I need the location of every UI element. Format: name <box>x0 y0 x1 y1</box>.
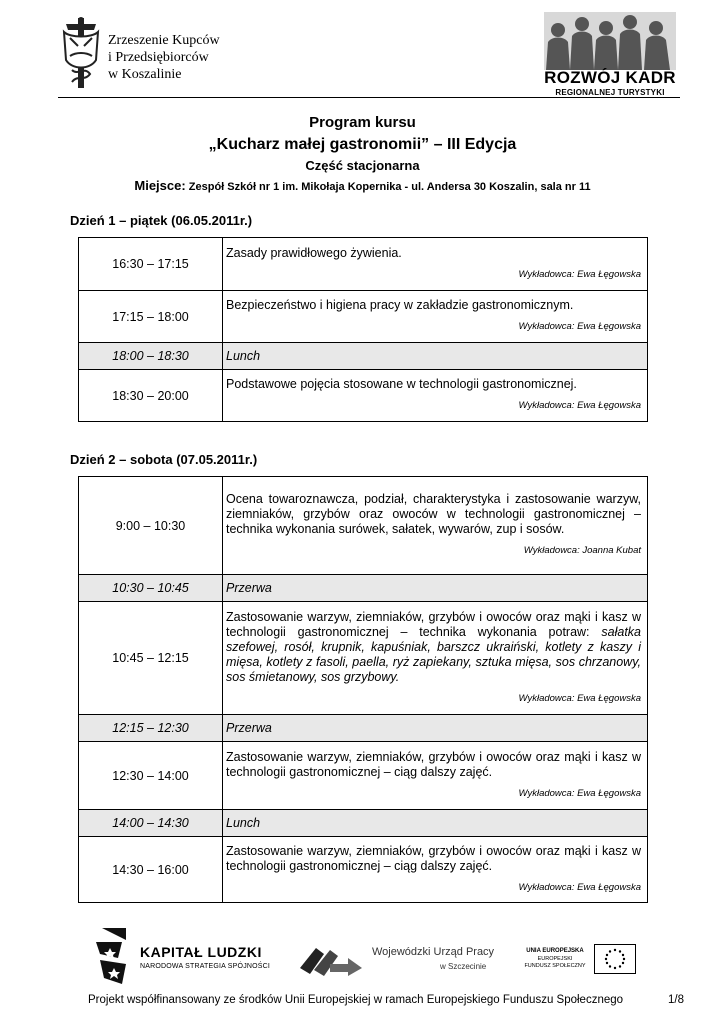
topic-text: Zastosowanie warzyw, ziemniaków, grzybów i owoców oraz mąki i kasz w technologii gastronomicznej – ciąg dalszy zajęć. <box>226 843 641 873</box>
topic-cell <box>223 238 648 291</box>
table-row <box>79 742 648 810</box>
topic-text: Zastosowanie warzyw, ziemniaków, grzybów i owoców oraz mąki i kasz w technologii gastronomicznej – ciąg dalszy zajęć. <box>226 749 641 779</box>
time-cell: 12:30 – 14:00 <box>79 742 223 810</box>
topic-cell <box>223 477 648 575</box>
table-row <box>79 238 648 291</box>
break-cell: Lunch <box>223 343 648 370</box>
topic-cell <box>223 837 648 903</box>
org-name <box>108 32 238 83</box>
eu-line1: UNIA EUROPEJSKA <box>526 948 584 954</box>
venue-label: Miejsce: <box>134 178 186 193</box>
topic-text <box>226 610 641 685</box>
course-title: „Kucharz małej gastronomii” – III Edycja <box>208 136 517 153</box>
cofinancing-note: Projekt współfinansowany ze środków Unii Europejskiej w ramach Europejskiego Funduszu Społecznego <box>88 994 624 1006</box>
time-cell: 12:15 – 12:30 <box>79 715 223 742</box>
org-logo <box>60 16 230 92</box>
kapital-ludzki-subtitle: NARODOWA STRATEGIA SPÓJNOŚCI <box>140 963 271 970</box>
table-row-break <box>79 575 648 602</box>
time-cell: 14:00 – 14:30 <box>79 810 223 837</box>
eu-flag-icon <box>594 944 636 974</box>
table-row <box>79 837 648 903</box>
day1-schedule-table <box>78 237 648 422</box>
lecturer-text: Wykładowca: Ewa Łęgowska <box>518 881 641 893</box>
table-row <box>79 291 648 343</box>
table-row <box>79 477 648 575</box>
day2-schedule-table <box>78 476 648 903</box>
org-name-line: w Koszalinie <box>108 67 182 82</box>
table-row-break <box>79 810 648 837</box>
wup-title: Wojewódzki Urząd Pracy <box>372 946 495 958</box>
break-cell: Lunch <box>223 810 648 837</box>
lecturer-text: Wykładowca: Ewa Łęgowska <box>518 787 641 799</box>
topic-cell <box>223 370 648 422</box>
people-silhouettes-icon <box>544 12 676 70</box>
day2-heading: Dzień 2 – sobota (07.05.2011r.) <box>70 452 258 467</box>
topic-text-regular: Zastosowanie warzyw, ziemniaków, grzybów i owoców oraz mąki i kasz w technologii gastronomicznej – technika wykonania potraw: <box>226 609 641 639</box>
org-name-line: i Przedsiębiorców <box>108 50 209 65</box>
lecturer-text: Wykładowca: Joanna Kubat <box>523 545 641 556</box>
brand-title: ROZWÓJ KADR <box>544 68 676 87</box>
lecturer-text: Wykładowca: Ewa Łęgowska <box>518 692 641 704</box>
page-number: 1/8 <box>668 994 684 1006</box>
kapital-ludzki-emblem-icon <box>96 928 130 984</box>
wup-logo <box>300 940 500 980</box>
dish-list: sałatka szefowej, rosół, krupnik, kapuśniak, barszcz ukraiński, kotlety z kaszy i mięsa, kotlety z fasoli, paella, ryż zapiekany, sztuka mięsa, sos chrzanowy, sos śmietanowy, sos grzybowy. <box>226 624 641 684</box>
time-cell: 16:30 – 17:15 <box>79 238 223 291</box>
day1-heading: Dzień 1 – piątek (06.05.2011r.) <box>70 213 253 228</box>
course-part: Część stacjonarna <box>305 158 420 173</box>
break-cell: Przerwa <box>223 715 648 742</box>
time-cell: 18:30 – 20:00 <box>79 370 223 422</box>
wup-arrows-icon <box>300 942 362 976</box>
time-cell: 10:30 – 10:45 <box>79 575 223 602</box>
topic-cell <box>223 742 648 810</box>
crest-icon <box>60 16 102 92</box>
time-cell: 17:15 – 18:00 <box>79 291 223 343</box>
table-row-break <box>79 343 648 370</box>
venue-value: Zespół Szkół nr 1 im. Mikołaja Kopernika - ul. Andersa 30 Koszalin, sala nr 11 <box>188 181 591 193</box>
eu-logo <box>520 944 635 976</box>
topic-text: Zasady prawidłowego żywienia. <box>226 245 402 260</box>
lecturer-text: Wykładowca: Ewa Łęgowska <box>518 321 641 332</box>
kapital-ludzki-logo <box>96 928 276 984</box>
program-title: Program kursu <box>309 114 416 131</box>
lecturer-text: Wykładowca: Ewa Łęgowska <box>518 268 641 280</box>
break-cell: Przerwa <box>223 575 648 602</box>
wup-subtitle: w Szczecinie <box>440 962 487 971</box>
time-cell: 14:30 – 16:00 <box>79 837 223 903</box>
table-row-break <box>79 715 648 742</box>
header-divider <box>58 97 680 98</box>
time-cell: 10:45 – 12:15 <box>79 602 223 715</box>
topic-text: Bezpieczeństwo i higiena pracy w zakładzie gastronomicznym. <box>226 298 574 312</box>
kapital-ludzki-title: KAPITAŁ LUDZKI <box>140 944 262 960</box>
org-name-line: Zrzeszenie Kupców <box>108 33 220 48</box>
table-row <box>79 370 648 422</box>
rozwoj-kadr-logo <box>540 12 680 98</box>
topic-text: Podstawowe pojęcia stosowane w technologii gastronomicznej. <box>226 377 577 391</box>
time-cell: 9:00 – 10:30 <box>79 477 223 575</box>
brand-subtitle: REGIONALNEJ TURYSTYKI <box>555 88 665 97</box>
lecturer-text: Wykładowca: Ewa Łęgowska <box>518 400 641 411</box>
eu-line3: FUNDUSZ SPOŁECZNY <box>524 963 586 969</box>
time-cell: 18:00 – 18:30 <box>79 343 223 370</box>
table-row <box>79 602 648 715</box>
eu-line2: EUROPEJSKI <box>537 956 573 962</box>
topic-cell <box>223 291 648 343</box>
topic-cell <box>223 602 648 715</box>
topic-text: Ocena towaroznawcza, podział, charakterystyka i zastosowanie warzyw, ziemniaków, grzybów oraz owoców w technologii gastronomicznej – technika wykonania surówek, sałatek, wywarów, zup i sosów. <box>226 492 641 536</box>
venue <box>0 178 725 193</box>
